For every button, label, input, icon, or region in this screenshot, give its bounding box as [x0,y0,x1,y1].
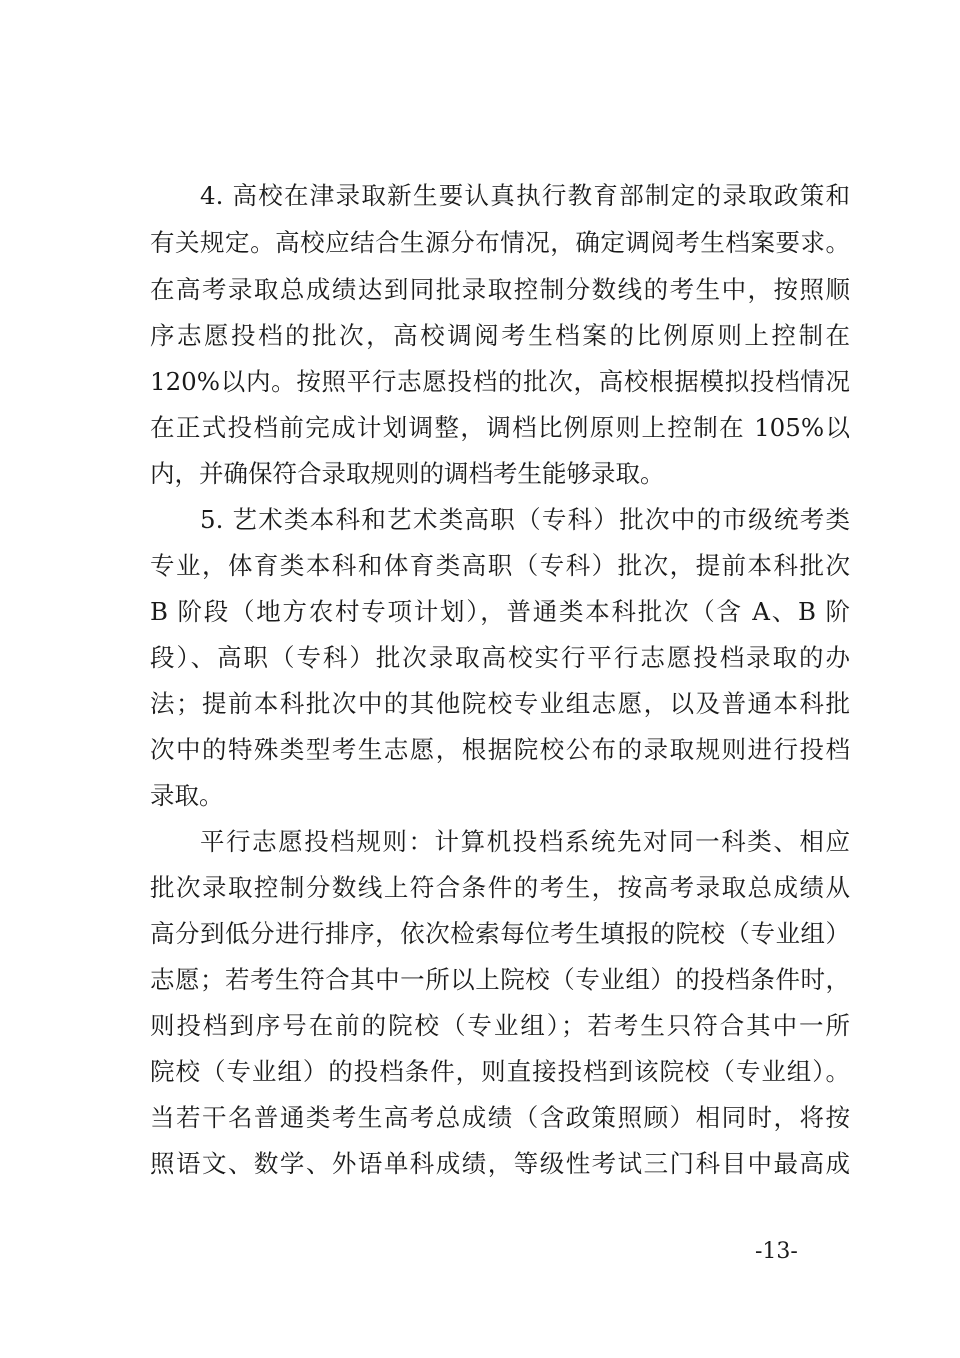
paragraph-5-line-7: 录取。 [150,781,224,810]
paragraph-5-line-3: B 阶段（地方农村专项计划），普通类本科批次（含 A、B 阶 [150,597,850,626]
paragraph-5-line-6: 次中的特殊类型考生志愿，根据院校公布的录取规则进行投档 [150,735,850,764]
paragraph-4-line-4: 序志愿投档的批次，高校调阅考生档案的比例原则上控制在 [150,321,850,350]
rules-paragraph-line-3: 高分到低分进行排序，依次检索每位考生填报的院校（专业组） [150,919,850,948]
paragraph-4-line-7: 内，并确保符合录取规则的调档考生能够录取。 [150,459,665,488]
paragraph-5-line-2: 专业，体育类本科和体育类高职（专科）批次，提前本科批次 [150,551,850,580]
rules-paragraph-line-7: 当若干名普通类考生高考总成绩（含政策照顾）相同时，将按 [150,1103,850,1132]
rules-paragraph-line-6: 院校（专业组）的投档条件，则直接投档到该院校（专业组）。 [150,1057,850,1086]
rules-paragraph-line-5: 则投档到序号在前的院校（专业组）；若考生只符合其中一所 [150,1011,850,1040]
rules-paragraph-line-4: 志愿；若考生符合其中一所以上院校（专业组）的投档条件时， [150,965,850,994]
paragraph-5-line-4: 段）、高职（专科）批次录取高校实行平行志愿投档录取的办 [150,643,850,672]
paragraph-4-line-1: 4. 高校在津录取新生要认真执行教育部制定的录取政策和 [200,181,850,210]
page-number: -13- [755,1239,798,1264]
paragraph-4-line-2: 有关规定。高校应结合生源分布情况，确定调阅考生档案要求。 [150,228,850,257]
rules-paragraph-line-1: 平行志愿投档规则：计算机投档系统先对同一科类、相应 [200,827,850,856]
paragraph-5-line-5: 法；提前本科批次中的其他院校专业组志愿，以及普通本科批 [150,689,850,718]
paragraph-4-line-3: 在高考录取总成绩达到同批录取控制分数线的考生中，按照顺 [150,275,850,304]
paragraph-4-line-6: 在正式投档前完成计划调整，调档比例原则上控制在 105%以 [150,413,850,442]
rules-paragraph-line-8: 照语文、数学、外语单科成绩，等级性考试三门科目中最高成 [150,1149,850,1178]
rules-paragraph-line-2: 批次录取控制分数线上符合条件的考生，按高考录取总成绩从 [150,873,850,902]
paragraph-5-line-1: 5. 艺术类本科和艺术类高职（专科）批次中的市级统考类 [200,505,850,534]
paragraph-4-line-5: 120%以内。按照平行志愿投档的批次，高校根据模拟投档情况 [150,367,850,396]
